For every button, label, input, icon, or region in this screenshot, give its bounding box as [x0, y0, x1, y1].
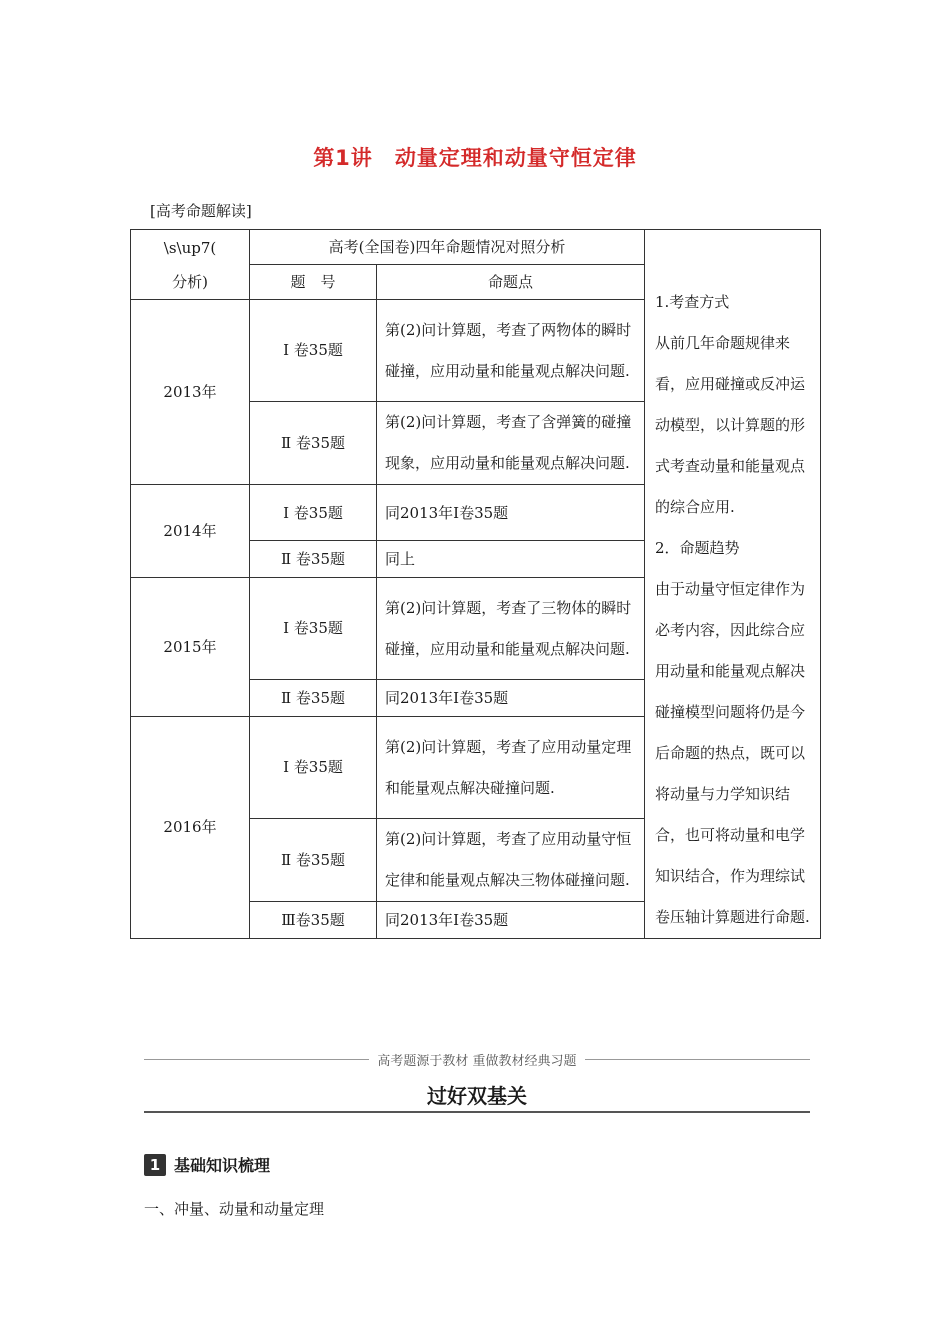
question-point: 第(2)问计算题，考查了两物体的瞬时碰撞，应用动量和能量观点解决问题. [377, 300, 645, 402]
question-number: Ⅰ 卷35题 [250, 717, 377, 819]
question-number: Ⅱ 卷35题 [250, 402, 377, 485]
section-title: 过好双基关 [427, 1084, 527, 1108]
section-rule [144, 1111, 810, 1113]
question-number: Ⅱ 卷35题 [250, 680, 377, 717]
question-point: 第(2)问计算题，考查了三物体的瞬时碰撞，应用动量和能量观点解决问题. [377, 578, 645, 680]
corner-header: \s\up7( 分析) [131, 230, 250, 300]
subsection-label: 基础知识梳理 [174, 1156, 271, 1175]
year-cell: 2016年 [131, 717, 250, 939]
exam-analysis-table [130, 229, 821, 939]
question-point: 同上 [377, 541, 645, 578]
year-cell: 2015年 [131, 578, 250, 717]
column-header-number: 题 号 [250, 265, 377, 300]
lecture-number: 第1讲 [313, 146, 373, 170]
question-number: Ⅰ 卷35题 [250, 300, 377, 402]
divider-text: 高考题源于教材 重做教材经典习题 [369, 1054, 584, 1069]
question-point: 同2013年Ⅰ卷35题 [377, 902, 645, 939]
group-header: 高考(全国卷)四年命题情况对照分析 [250, 230, 645, 265]
question-point: 第(2)问计算题，考查了应用动量定理和能量观点解决碰撞问题. [377, 717, 645, 819]
side-note-text-2: 由于动量守恒定律作为必考内容，因此综合应用动量和能量观点解决碰撞模型问题将仍是今后命题的热点，既可以将动量与力学知识结合，也可将动量和电学知识结合，作为理综试卷压轴计算题进行命题. [655, 580, 810, 926]
question-number: Ⅰ 卷35题 [250, 578, 377, 680]
question-point: 第(2)问计算题，考查了应用动量守恒定律和能量观点解决三物体碰撞问题. [377, 819, 645, 902]
question-point: 同2013年Ⅰ卷35题 [377, 485, 645, 541]
side-note-heading-1: 1.考查方式 [655, 293, 730, 311]
question-number: Ⅰ 卷35题 [250, 485, 377, 541]
column-header-point: 命题点 [377, 265, 645, 300]
lecture-topic: 动量定理和动量守恒定律 [394, 146, 637, 170]
question-number: Ⅱ 卷35题 [250, 819, 377, 902]
question-number: Ⅲ卷35题 [250, 902, 377, 939]
side-note-heading-2: 2．命题趋势 [655, 539, 740, 557]
subsection-heading [144, 1153, 270, 1176]
number-badge-icon: 1 [144, 1154, 166, 1176]
side-note-text-1: 从前几年命题规律来看，应用碰撞或反冲运动模型，以计算题的形式考查动量和能量观点的综合应用. [655, 334, 806, 516]
year-cell: 2014年 [131, 485, 250, 578]
paragraph-heading: 一、冲量、动量和动量定理 [144, 1200, 325, 1218]
year-cell: 2013年 [131, 300, 250, 485]
intro-label: [高考命题解读] [150, 202, 252, 220]
side-note [645, 230, 821, 939]
page-title [0, 142, 950, 172]
question-point: 第(2)问计算题，考查了含弹簧的碰撞现象，应用动量和能量观点解决问题. [377, 402, 645, 485]
question-number: Ⅱ 卷35题 [250, 541, 377, 578]
question-point: 同2013年Ⅰ卷35题 [377, 680, 645, 717]
